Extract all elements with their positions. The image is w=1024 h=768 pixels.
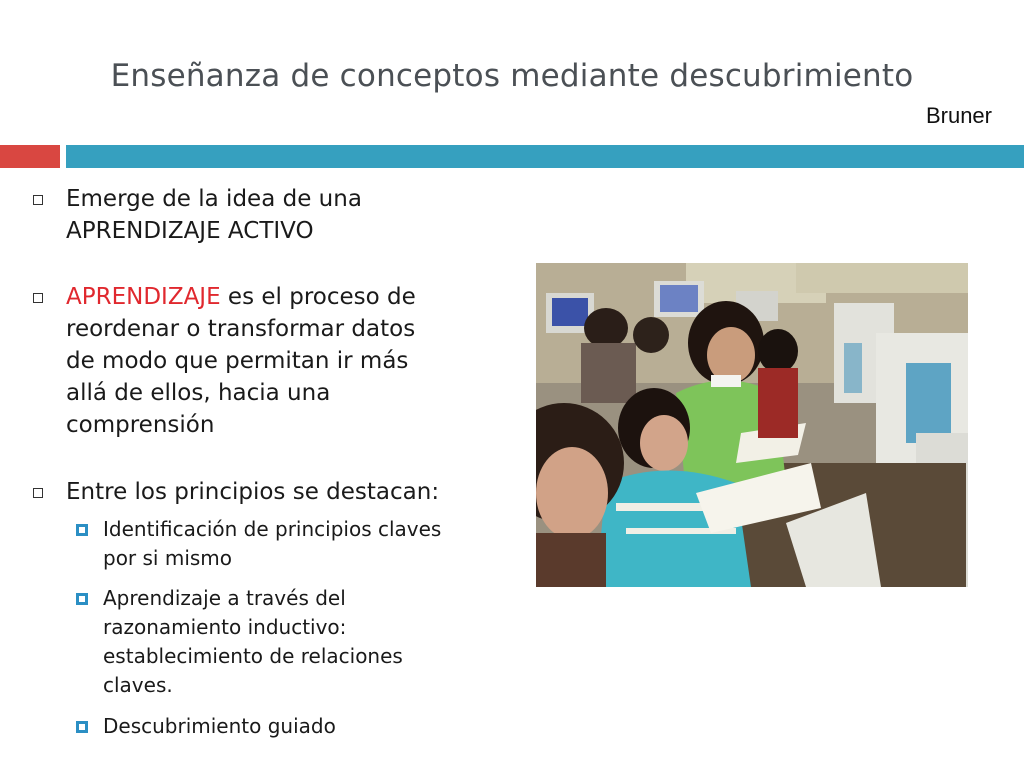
sub-bullet-line: Descubrimiento guiado — [103, 714, 336, 738]
bullet-line: reordenar o transformar datos — [66, 316, 416, 342]
sub-bullet-marker-icon — [76, 721, 88, 733]
sub-bullet-item — [103, 584, 403, 700]
sub-bullet-line: Aprendizaje a través del — [103, 586, 346, 610]
sub-bullet-item — [103, 515, 441, 573]
bullet-line — [66, 281, 416, 313]
sub-bullet-line: por si mismo — [103, 546, 233, 570]
bullet-item — [66, 476, 439, 508]
bullet-line: APRENDIZAJE ACTIVO — [66, 218, 314, 244]
highlight-term: APRENDIZAJE — [66, 284, 221, 310]
bullet-line: comprensión — [66, 412, 215, 438]
sub-bullet-marker-icon — [76, 524, 88, 536]
sub-bullet-line: Identificación de principios claves — [103, 517, 442, 541]
bullet-line: de modo que permitan ir más — [66, 348, 409, 374]
bullet-marker-icon — [33, 293, 43, 303]
bullet-item — [66, 183, 362, 247]
sub-bullet-marker-icon — [76, 593, 88, 605]
bullet-line: allá de ellos, hacia una — [66, 380, 331, 406]
slide-title: Enseñanza de conceptos mediante descubrimiento — [110, 58, 914, 94]
bullet-marker-icon — [33, 488, 43, 498]
bullet-item — [66, 281, 416, 441]
bullet-line: Entre los principios se destacan: — [66, 479, 440, 505]
sub-bullet-line: razonamiento inductivo: — [103, 615, 347, 639]
sub-bullet-line: establecimiento de relaciones — [103, 644, 403, 668]
classroom-photo — [536, 263, 968, 587]
bullet-text: es el proceso de — [220, 284, 416, 310]
bullet-line: Emerge de la idea de una — [66, 186, 362, 212]
sub-bullet-item — [103, 712, 336, 741]
bullet-marker-icon — [33, 195, 43, 205]
sub-bullet-line: claves. — [103, 673, 173, 697]
slide-subtitle: Bruner — [925, 103, 992, 128]
